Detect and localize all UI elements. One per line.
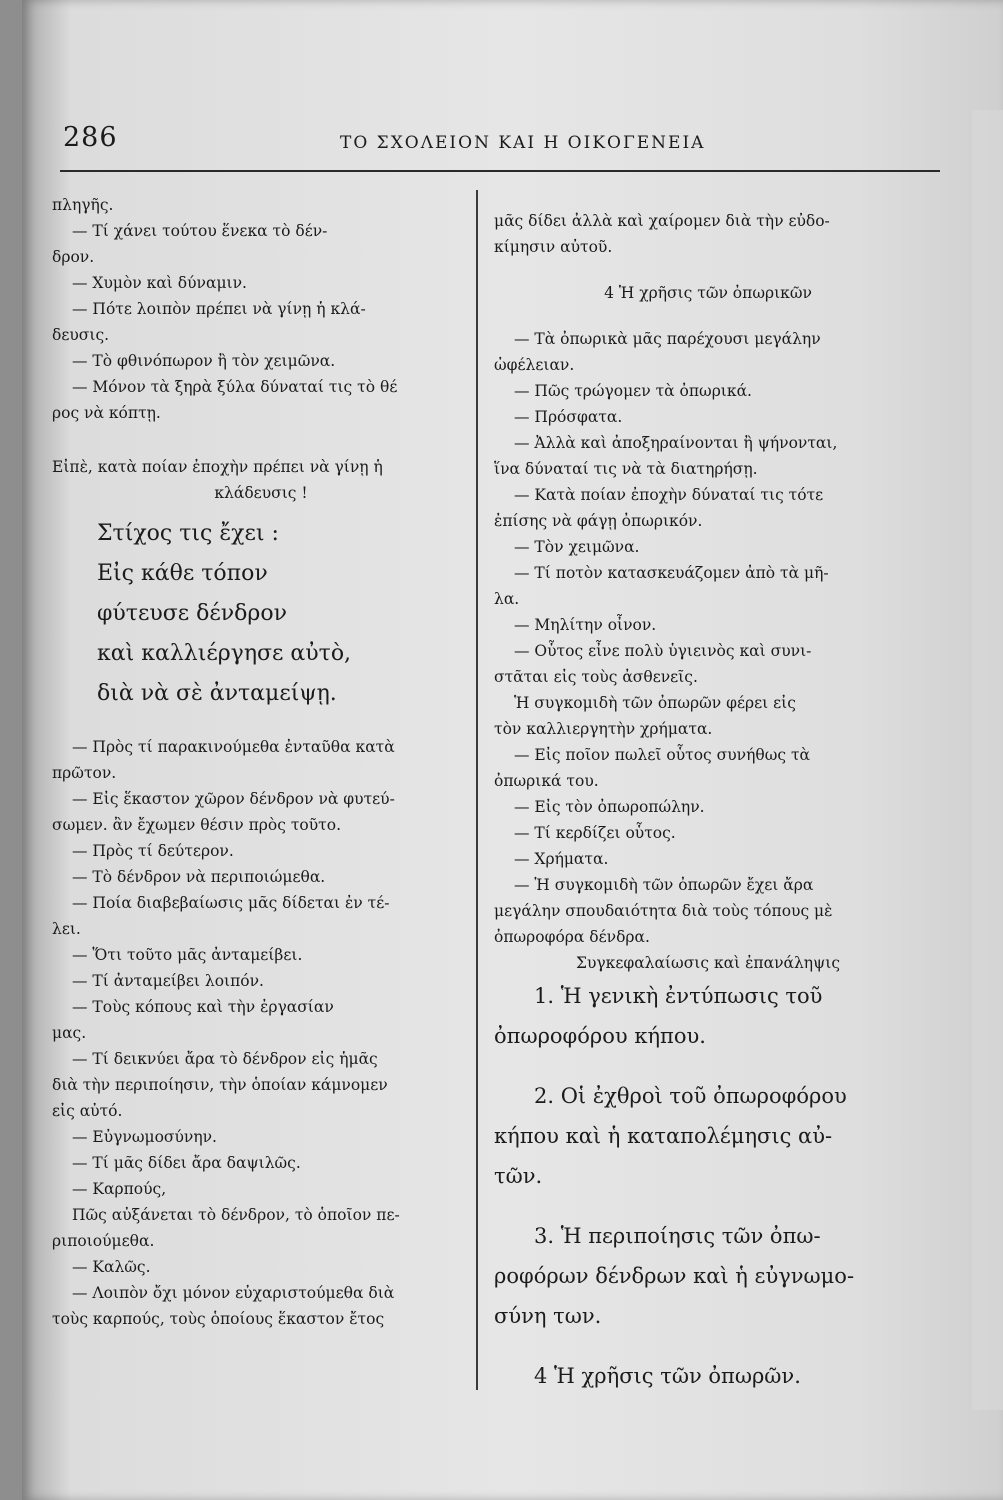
verse-line: Στίχος τις ἔχει :	[97, 521, 279, 546]
text-line: — Εἰς ἕκαστον χῶρον δένδρον νὰ φυτεύ-	[72, 790, 395, 808]
text-line: τοὺς καρπούς, τοὺς ὁποίους ἕκαστον ἔτος	[52, 1310, 385, 1328]
text-line: — Τὸ δένδρον νὰ περιποιώμεθα.	[72, 868, 326, 886]
text-line: — Χρήματα.	[514, 850, 609, 868]
summary-item-2: 2. Οἱ ἐχθροὶ τοῦ ὀπωροφόρου κήπου καὶ ἡ καταπολέμησις αὐ- τῶν.	[494, 1084, 847, 1188]
text-line: — Τὸν χειμῶνα.	[514, 538, 640, 556]
summary-item-3: 3. Ἡ περιποίησις τῶν ὀπω- ροφόρων δένδρων καὶ ἡ εὐγνωμο- σύνη των.	[494, 1224, 855, 1328]
text-line: πρῶτον.	[52, 764, 117, 782]
running-title: ΤΟ ΣΧΟΛΕΙΟΝ ΚΑΙ Η ΟΙΚΟΓΕΝΕΙΑ	[340, 133, 706, 153]
text-line: — Πρὸς τί δεύτερον.	[72, 842, 234, 860]
summary-item-4: 4 Ἡ χρῆσις τῶν ὀπωρῶν.	[534, 1364, 801, 1388]
text-line: ριποιούμεθα.	[52, 1232, 155, 1250]
text-line: — Ὅτι τοῦτο μᾶς ἀνταμείβει.	[72, 946, 303, 964]
text-line: — Χυμὸν καὶ δύναμιν.	[72, 274, 247, 292]
text-line: λα.	[494, 590, 520, 608]
verse-line: καὶ καλλιέργησε αὐτὸ,	[97, 641, 352, 666]
question-line: κλάδευσις !	[214, 484, 308, 502]
text-line: μᾶς δίδει ἀλλὰ καὶ χαίρομεν διὰ τὴν εὐδο-	[494, 212, 830, 230]
text-line: — Μόνον τὰ ξηρὰ ξύλα δύναταί τις τὸ θέ	[72, 378, 398, 396]
text-line: — Τί ποτὸν κατασκευάζομεν ἀπὸ τὰ μῆ-	[514, 564, 829, 582]
text-line: — Τί δεικνύει ἄρα τὸ δένδρον εἰς ἡμᾶς	[72, 1050, 378, 1068]
text-line: — Πρὸς τί παρακινούμεθα ἐνταῦθα κατὰ	[72, 738, 395, 756]
summary-item-1: 1. Ἡ γενικὴ ἐντύπωσις τοῦ ὀπωροφόρου κήπου.	[494, 984, 823, 1048]
text-line: τὸν καλλιεργητὴν χρήματα.	[494, 720, 713, 738]
text-line: δευσις.	[52, 326, 110, 344]
text-line: — Τὸ φθινόπωρον ἢ τὸν χειμῶνα.	[72, 352, 336, 370]
verse-line: διὰ νὰ σὲ ἀνταμείψῃ.	[97, 681, 337, 706]
text-line: λει.	[52, 920, 81, 938]
text-line: — Τί χάνει τούτου ἕνεκα τὸ δέν-	[72, 222, 328, 240]
text-line: Ἡ συγκομιδὴ τῶν ὀπωρῶν φέρει εἰς	[514, 694, 796, 712]
text-line: — Ἡ συγκομιδὴ τῶν ὀπωρῶν ἔχει ἄρα	[514, 876, 814, 894]
text-line: ἐπίσης νὰ φάγῃ ὀπωρικόν.	[494, 512, 703, 530]
text-line: — Οὗτος εἶνε πολὺ ὑγιεινὸς καὶ συνι-	[514, 642, 812, 660]
text-line: μας.	[52, 1024, 87, 1042]
text-line: σωμεν. ἂν ἔχωμεν θέσιν πρὸς τοῦτο.	[52, 816, 341, 834]
text-line: κίμησιν αὐτοῦ.	[494, 238, 613, 256]
text-line: — Εἰς ποῖον πωλεῖ οὗτος συνήθως τὰ	[514, 746, 810, 764]
facing-page-edge	[972, 110, 1003, 1410]
text-line: στᾶται εἰς τοὺς ἀσθενεῖς.	[494, 668, 698, 686]
text-line: ἵνα δύναταί τις νὰ τὰ διατηρήσῃ.	[494, 460, 758, 478]
text-line: ὠφέλειαν.	[494, 356, 575, 374]
verse-line: φύτευσε δένδρον	[97, 601, 287, 626]
section-heading: 4 Ἡ χρῆσις τῶν ὀπωρικῶν	[604, 284, 812, 302]
verse-block	[52, 514, 470, 714]
text-line: — Καρπούς,	[72, 1180, 167, 1198]
text-line: μεγάλην σπουδαιότητα διὰ τοὺς τόπους μὲ	[494, 902, 833, 920]
text-line: — Πρόσφατα.	[514, 408, 623, 426]
text-line: — Κατὰ ποίαν ἐποχὴν δύναταί τις τότε	[514, 486, 824, 504]
text-line: — Πότε λοιπὸν πρέπει νὰ γίνῃ ἡ κλά-	[72, 300, 366, 318]
text-line: — Εἰς τὸν ὀπωροπώλην.	[514, 798, 705, 816]
text-line: διὰ τὴν περιποίησιν, τὴν ὁποίαν κάμνομεν	[52, 1076, 388, 1094]
text-line: — Πῶς τρώγομεν τὰ ὀπωρικά.	[514, 382, 752, 400]
text-line: — Τὰ ὀπωρικὰ μᾶς παρέχουσι μεγάλην	[514, 330, 821, 348]
text-line: — Ποία διαβεβαίωσις μᾶς δίδεται ἐν τέ-	[72, 894, 390, 912]
text-line: ὀπωρικά του.	[494, 772, 599, 790]
text-line: — Τί μᾶς δίδει ἄρα δαψιλῶς.	[72, 1154, 301, 1172]
text-line: — Εὐγνωμοσύνην.	[72, 1128, 217, 1146]
text-line: εἰς αὐτό.	[52, 1102, 123, 1120]
text-line: ὀπωροφόρα δένδρα.	[494, 928, 650, 946]
text-line: πληγῆς.	[52, 196, 114, 214]
verse-line: Εἰς κάθε τόπον	[97, 561, 268, 586]
column-divider	[476, 190, 478, 1390]
text-line: — Τί ἀνταμείβει λοιπόν.	[72, 972, 264, 990]
text-line: Πῶς αὐξάνεται τὸ δένδρον, τὸ ὁποῖον πε-	[72, 1206, 400, 1224]
text-line: — Ἀλλὰ καὶ ἀποξηραίνονται ἢ ψήνονται,	[514, 434, 838, 452]
summary-heading: Συγκεφαλαίωσις καὶ ἐπανάληψις	[576, 954, 840, 972]
text-line: — Καλῶς.	[72, 1258, 151, 1276]
text-line: — Τοὺς κόπους καὶ τὴν ἐργασίαν	[72, 998, 334, 1016]
header-rule	[60, 170, 940, 172]
page-number: 286	[63, 122, 118, 153]
left-column	[52, 192, 470, 1332]
text-line: — Μηλίτην οἶνον.	[514, 616, 657, 634]
text-line: δρον.	[52, 248, 95, 266]
text-line: — Λοιπὸν ὄχι μόνον εὐχαριστούμεθα διὰ	[72, 1284, 395, 1302]
question-line: Εἰπὲ, κατὰ ποίαν ἐποχὴν πρέπει νὰ γίνῃ ἡ	[52, 458, 383, 476]
text-line: ρος νὰ κόπτῃ.	[52, 404, 161, 422]
text-line: — Τί κερδίζει οὗτος.	[514, 824, 676, 842]
right-column	[494, 208, 922, 1396]
